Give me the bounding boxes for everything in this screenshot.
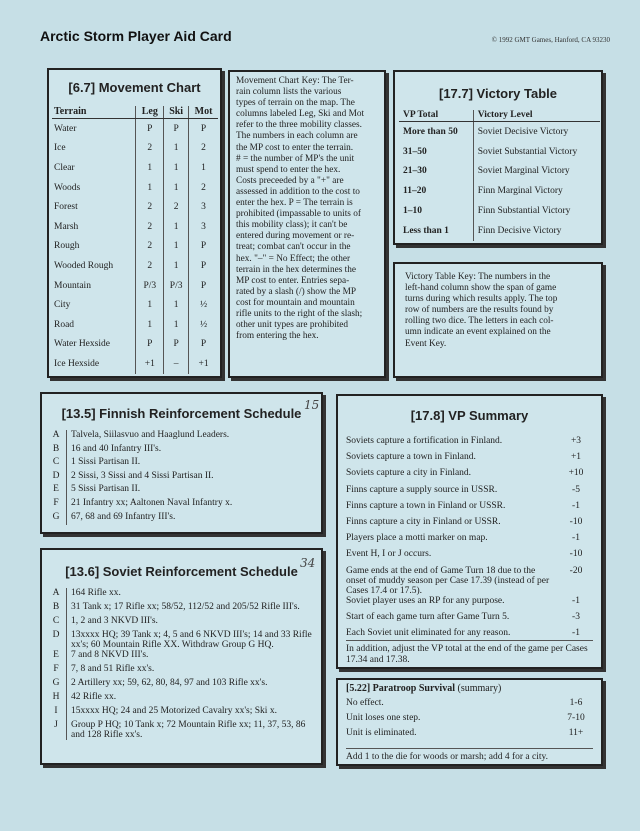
- terrain-cell: Ice: [54, 143, 66, 154]
- schedule-letter: A: [46, 430, 67, 444]
- schedule-letter: H: [46, 692, 67, 706]
- vp-condition: Soviets capture a town in Finland.: [346, 452, 476, 463]
- key-line: assessed in addition to the cost to: [236, 186, 360, 197]
- key-line: from entering the hex.: [236, 331, 319, 342]
- table-row: [46, 630, 321, 650]
- schedule-letter: E: [46, 484, 67, 498]
- schedule-letter: D: [46, 630, 67, 650]
- vp-value: +10: [568, 468, 584, 479]
- table-row: [346, 436, 596, 452]
- table-row: [52, 276, 218, 296]
- victory-level-cell: Finn Marginal Victory: [473, 181, 600, 201]
- table-row: [52, 256, 218, 276]
- schedule-letter: J: [46, 720, 67, 740]
- cost-cell: P: [136, 335, 164, 355]
- schedule-letter: I: [46, 706, 67, 720]
- vp-summary-table: [346, 436, 596, 644]
- schedule-entry: 15xxxx HQ; 24 and 25 Motorized Cavalry xx's; Ski x.: [71, 706, 277, 716]
- cost-cell: –: [164, 354, 189, 374]
- cost-cell: 1: [136, 158, 164, 178]
- victory-level-cell: Soviet Decisive Victory: [473, 122, 600, 142]
- schedule-entry: Group P HQ; 10 Tank x; 72 Mountain Rifle xx; 11, 37, 53, 86 and 128 Rifle xx's.: [71, 720, 306, 740]
- table-row: [346, 698, 596, 713]
- table-row: [46, 512, 321, 526]
- schedule-letter: F: [46, 664, 67, 678]
- vp-total-cell: 1–10: [403, 206, 422, 217]
- column-header: Ski: [164, 106, 189, 119]
- finnish-schedule-table: [46, 430, 321, 525]
- schedule-letter: B: [46, 444, 67, 458]
- table-row: [346, 549, 596, 565]
- vp-condition: Players place a motti marker on map.: [346, 533, 488, 544]
- cost-cell: 2: [136, 217, 164, 237]
- terrain-cell: Water: [54, 123, 77, 134]
- paratroop-note: Add 1 to the die for woods or marsh; add 4 for a city.: [346, 748, 593, 763]
- cost-cell: 1: [189, 158, 218, 178]
- schedule-entry: 31 Tank x; 17 Rifle xx; 58/52, 112/52 and 205/52 Rifle III's.: [71, 602, 300, 612]
- cost-cell: 1: [136, 295, 164, 315]
- table-row: [346, 452, 596, 468]
- terrain-cell: Clear: [54, 162, 75, 173]
- cost-cell: 2: [164, 197, 189, 217]
- table-row: [46, 430, 321, 444]
- key-line: rated by a slash (/) show the MP: [236, 286, 357, 297]
- cost-cell: P/3: [136, 276, 164, 296]
- table-row: [346, 485, 596, 501]
- key-line: this mobility class); it can't be: [236, 220, 348, 231]
- table-row: [46, 484, 321, 498]
- vp-value: -3: [572, 611, 580, 622]
- key-line: row of numbers are the results found by: [405, 305, 554, 316]
- cost-cell: P: [164, 335, 189, 355]
- table-row: [52, 335, 218, 355]
- cost-cell: 2: [189, 178, 218, 198]
- cost-cell: P: [189, 256, 218, 276]
- key-line: other unit types are prohibited: [236, 320, 349, 331]
- vp-value: -1: [572, 627, 580, 638]
- cost-cell: P: [189, 276, 218, 296]
- schedule-entry: 1, 2 and 3 NKVD III's.: [71, 616, 158, 626]
- cost-cell: 2: [136, 197, 164, 217]
- cost-cell: 2: [189, 139, 218, 159]
- column-header: Mot: [189, 106, 218, 119]
- table-row: [52, 139, 218, 159]
- vp-total-cell: 31–50: [403, 146, 427, 157]
- terrain-cell: Wooded Rough: [54, 260, 114, 271]
- key-line: Victory Table Key: The numbers in the: [405, 272, 551, 282]
- cost-cell: P: [164, 119, 189, 139]
- table-row: [46, 678, 321, 692]
- table-row: [46, 616, 321, 630]
- vp-total-cell: 21–30: [403, 166, 427, 177]
- key-line: rolling two dice. The letters in each col-: [405, 316, 554, 327]
- key-line: left-hand column show the span of game: [405, 283, 557, 294]
- table-row: [46, 720, 321, 740]
- paratroop-subtitle: (summary): [457, 683, 502, 694]
- cost-cell: 1: [164, 217, 189, 237]
- cost-cell: 1: [164, 315, 189, 335]
- cost-cell: P: [189, 335, 218, 355]
- table-row: [46, 602, 321, 616]
- key-line: refer to the three mobility classes.: [236, 120, 362, 131]
- victory-table-panel: [393, 70, 603, 245]
- vp-value: +1: [570, 452, 582, 463]
- vp-value: -5: [572, 484, 580, 495]
- key-line: the MP cost to enter the terrain.: [236, 142, 354, 153]
- key-line: treat; combat can't occur in the: [236, 242, 351, 253]
- vp-condition: Soviets capture a fortification in Finland.: [346, 436, 503, 446]
- victory-level-cell: Finn Substantial Victory: [473, 201, 600, 221]
- page-title: Arctic Storm Player Aid Card: [40, 28, 232, 44]
- vp-condition: Event H, I or J occurs.: [346, 549, 432, 560]
- table-row: [346, 468, 596, 484]
- table-row: [46, 457, 321, 471]
- terrain-cell: Marsh: [54, 221, 79, 232]
- cost-cell: ½: [189, 295, 218, 315]
- paratroop-result: Unit is eliminated.: [346, 728, 417, 738]
- vp-total-cell: Less than 1: [403, 225, 449, 236]
- finnish-schedule-title: [13.5] Finnish Reinforcement Schedule: [61, 406, 302, 421]
- table-row: [52, 217, 218, 237]
- schedule-letter: F: [46, 498, 67, 512]
- cost-cell: 2: [136, 139, 164, 159]
- key-line: turns during which results apply. The top: [405, 294, 558, 305]
- soviet-schedule-title: [13.6] Soviet Reinforcement Schedule: [65, 564, 298, 579]
- table-row: [52, 237, 218, 257]
- schedule-entry: 67, 68 and 69 Infantry III's.: [71, 511, 176, 522]
- table-row: [399, 162, 600, 182]
- vp-value: -10: [569, 516, 583, 527]
- victory-key-text: [395, 264, 601, 358]
- cost-cell: P: [189, 119, 218, 139]
- schedule-letter: C: [46, 616, 67, 630]
- cost-cell: 1: [164, 178, 189, 198]
- schedule-letter: G: [46, 678, 67, 692]
- vp-condition: Each Soviet unit eliminated for any reason.: [346, 627, 511, 638]
- terrain-cell: Road: [54, 319, 75, 330]
- cost-cell: P: [189, 237, 218, 257]
- cost-cell: +1: [136, 354, 164, 374]
- paratroop-table: [346, 698, 596, 743]
- victory-key-panel: [393, 262, 603, 378]
- table-row: [46, 664, 321, 678]
- table-row: [346, 612, 596, 628]
- schedule-entry: 2 Sissi, 3 Sissi and 4 Sissi Partisan II.: [71, 470, 214, 481]
- key-line: Costs preceeded by a "+" are: [236, 175, 344, 186]
- paratroop-roll: 7-10: [567, 713, 585, 723]
- vp-value: -1: [572, 500, 580, 511]
- paratroop-result: Unit loses one step.: [346, 713, 421, 723]
- key-line: types of terrain on the map. The: [236, 98, 355, 109]
- cost-cell: 1: [164, 237, 189, 257]
- paratroop-panel: [336, 678, 603, 766]
- schedule-letter: A: [46, 588, 67, 602]
- key-line: entered during movement or re-: [236, 231, 355, 242]
- cost-cell: 1: [136, 178, 164, 198]
- terrain-cell: Rough: [54, 241, 80, 252]
- paratroop-result: No effect.: [346, 698, 384, 708]
- victory-table-title: [17.7] Victory Table: [438, 86, 557, 101]
- key-line: prohibited (impassable to units of: [236, 209, 361, 220]
- paratroop-title-text: [5.22] Paratroop Survival: [346, 683, 455, 694]
- table-row: [46, 706, 321, 720]
- schedule-letter: E: [46, 650, 67, 664]
- key-line: MP cost to enter. Entries sepa-: [236, 275, 350, 286]
- vp-summary-panel: [336, 394, 603, 669]
- vp-condition: Soviets capture a city in Finland.: [346, 468, 472, 479]
- table-row: [399, 201, 600, 221]
- terrain-cell: Mountain: [54, 280, 91, 291]
- vp-summary-title: [17.8] VP Summary: [410, 408, 529, 423]
- key-line: enter the hex. P = The terrain is: [236, 198, 353, 209]
- vp-condition: Finns capture a town in Finland or USSR.: [346, 500, 506, 511]
- key-line: must spend to enter the hex.: [236, 164, 341, 175]
- paratroop-title: [346, 683, 501, 694]
- cost-cell: P: [136, 119, 164, 139]
- key-line: Movement Chart Key: The Ter-: [236, 76, 354, 86]
- paratroop-roll: 11+: [568, 728, 584, 738]
- vp-value: -20: [569, 565, 583, 576]
- table-row: [52, 354, 218, 374]
- cost-cell: ½: [189, 315, 218, 335]
- schedule-letter: G: [46, 512, 67, 526]
- victory-table: [399, 110, 600, 241]
- soviet-schedule-panel: [40, 548, 323, 765]
- cost-cell: P/3: [164, 276, 189, 296]
- schedule-entry: 16 and 40 Infantry III's.: [71, 443, 162, 454]
- table-row: [346, 533, 596, 549]
- vp-total-cell: 11–20: [403, 186, 427, 197]
- terrain-cell: Woods: [54, 182, 81, 193]
- paratroop-roll: 1-6: [569, 698, 583, 708]
- table-row: [52, 158, 218, 178]
- handwritten-note: 34: [300, 556, 316, 570]
- terrain-cell: Ice Hexside: [54, 358, 100, 369]
- table-row: [346, 713, 596, 728]
- vp-value: -10: [569, 549, 583, 560]
- column-header: VP Total: [399, 110, 473, 122]
- schedule-entry: 42 Rifle xx.: [71, 692, 117, 702]
- cost-cell: 1: [164, 256, 189, 276]
- table-row: [52, 315, 218, 335]
- table-row: [346, 566, 596, 596]
- movement-chart: [47, 68, 222, 378]
- schedule-entry: 1 Sissi Partisan II.: [71, 457, 141, 468]
- cost-cell: 3: [189, 197, 218, 217]
- schedule-entry: 21 Infantry xx; Aaltonen Naval Infantry x.: [71, 497, 233, 508]
- cost-cell: +1: [189, 354, 218, 374]
- movement-chart-title: [6.7] Movement Chart: [68, 80, 201, 95]
- vp-value: -1: [572, 595, 580, 606]
- cost-cell: 1: [164, 295, 189, 315]
- cost-cell: 2: [136, 237, 164, 257]
- vp-condition: Start of each game turn after Game Turn 5.: [346, 611, 510, 622]
- table-row: [52, 119, 218, 139]
- key-line: umn indicate an event explained on the: [405, 327, 551, 338]
- soviet-schedule-table: [46, 588, 321, 740]
- finnish-schedule-panel: [40, 392, 323, 534]
- table-row: [399, 181, 600, 201]
- table-row: [46, 650, 321, 664]
- cost-cell: 2: [136, 256, 164, 276]
- vp-condition: Finns capture a supply source in USSR.: [346, 484, 498, 495]
- table-row: [399, 122, 600, 142]
- key-line: The numbers in each column are: [236, 131, 358, 142]
- cost-cell: 3: [189, 217, 218, 237]
- key-line: cost for mountain and mountain: [236, 297, 355, 308]
- table-row: [46, 444, 321, 458]
- copyright-note: © 1992 GMT Games, Hanford, CA 93230: [491, 36, 610, 44]
- vp-value: -1: [572, 533, 580, 544]
- schedule-letter: C: [46, 457, 67, 471]
- schedule-entry: 2 Artillery xx; 59, 62, 80, 84, 97 and 103 Rifle xx's.: [71, 678, 268, 688]
- cost-cell: 1: [164, 158, 189, 178]
- table-row: [52, 295, 218, 315]
- key-line: rain column lists the various: [236, 87, 342, 98]
- table-row: [46, 498, 321, 512]
- movement-table: [52, 106, 218, 374]
- key-line: # = the number of MP's the unit: [236, 153, 355, 164]
- table-row: [46, 588, 321, 602]
- movement-key-text: [230, 72, 384, 346]
- column-header: Victory Level: [473, 110, 600, 122]
- table-row: [346, 596, 596, 612]
- key-line: hex. "–" = No Effect; the other: [236, 253, 351, 264]
- cost-cell: 1: [164, 139, 189, 159]
- terrain-cell: Forest: [54, 202, 78, 213]
- vp-summary-note: In addition, adjust the VP total at the end of the game per Cases 17.34 and 17.38.: [346, 640, 593, 665]
- vp-condition: Soviet player uses an RP for any purpose.: [346, 595, 505, 606]
- terrain-cell: Water Hexside: [54, 339, 110, 350]
- schedule-entry: 164 Rifle xx.: [71, 588, 121, 598]
- victory-level-cell: Soviet Marginal Victory: [473, 162, 600, 182]
- victory-level-cell: Finn Decisive Victory: [473, 221, 600, 241]
- vp-value: +3: [570, 436, 582, 446]
- column-header: Leg: [136, 106, 164, 119]
- schedule-entry: Talvela, Siilasvuo and Haaglund Leaders.: [71, 430, 230, 440]
- key-line: terrain in the hex determines the: [236, 264, 357, 275]
- key-line: columns labeled Leg, Ski and Mot: [236, 109, 365, 120]
- handwritten-note: 15: [304, 398, 320, 412]
- table-row: [399, 221, 600, 241]
- table-row: [52, 178, 218, 198]
- table-row: [52, 197, 218, 217]
- schedule-entry: 7 and 8 NKVD III's.: [71, 650, 149, 660]
- terrain-cell: City: [54, 300, 71, 311]
- vp-condition: Game ends at the end of Game Turn 18 due to the onset of muddy season per Case 17.39 (instead of per Cases 17.4 or 17.5).: [346, 565, 550, 596]
- column-header: Terrain: [52, 106, 136, 119]
- key-line: rifle units to the right of the slash;: [236, 308, 363, 319]
- movement-key-panel: [228, 70, 386, 378]
- key-line: Event Key.: [405, 338, 447, 349]
- table-row: [346, 728, 596, 743]
- schedule-letter: B: [46, 602, 67, 616]
- table-row: [346, 501, 596, 517]
- table-row: [46, 692, 321, 706]
- schedule-entry: 13xxxx HQ; 39 Tank x; 4, 5 and 6 NKVD III's; 14 and 33 Rifle xx's; 60 Mountain Rifle XX. Withdraw Group G HQ.: [71, 630, 312, 650]
- table-row: [46, 471, 321, 485]
- vp-condition: Finns capture a city in Finland or USSR.: [346, 516, 501, 527]
- schedule-entry: 5 Sissi Partisan II.: [71, 484, 141, 495]
- schedule-letter: D: [46, 471, 67, 485]
- table-row: [346, 517, 596, 533]
- victory-level-cell: Soviet Substantial Victory: [473, 142, 600, 162]
- table-row: [399, 142, 600, 162]
- cost-cell: 1: [136, 315, 164, 335]
- schedule-entry: 7, 8 and 51 Rifle xx's.: [71, 664, 155, 674]
- vp-total-cell: More than 50: [403, 126, 458, 137]
